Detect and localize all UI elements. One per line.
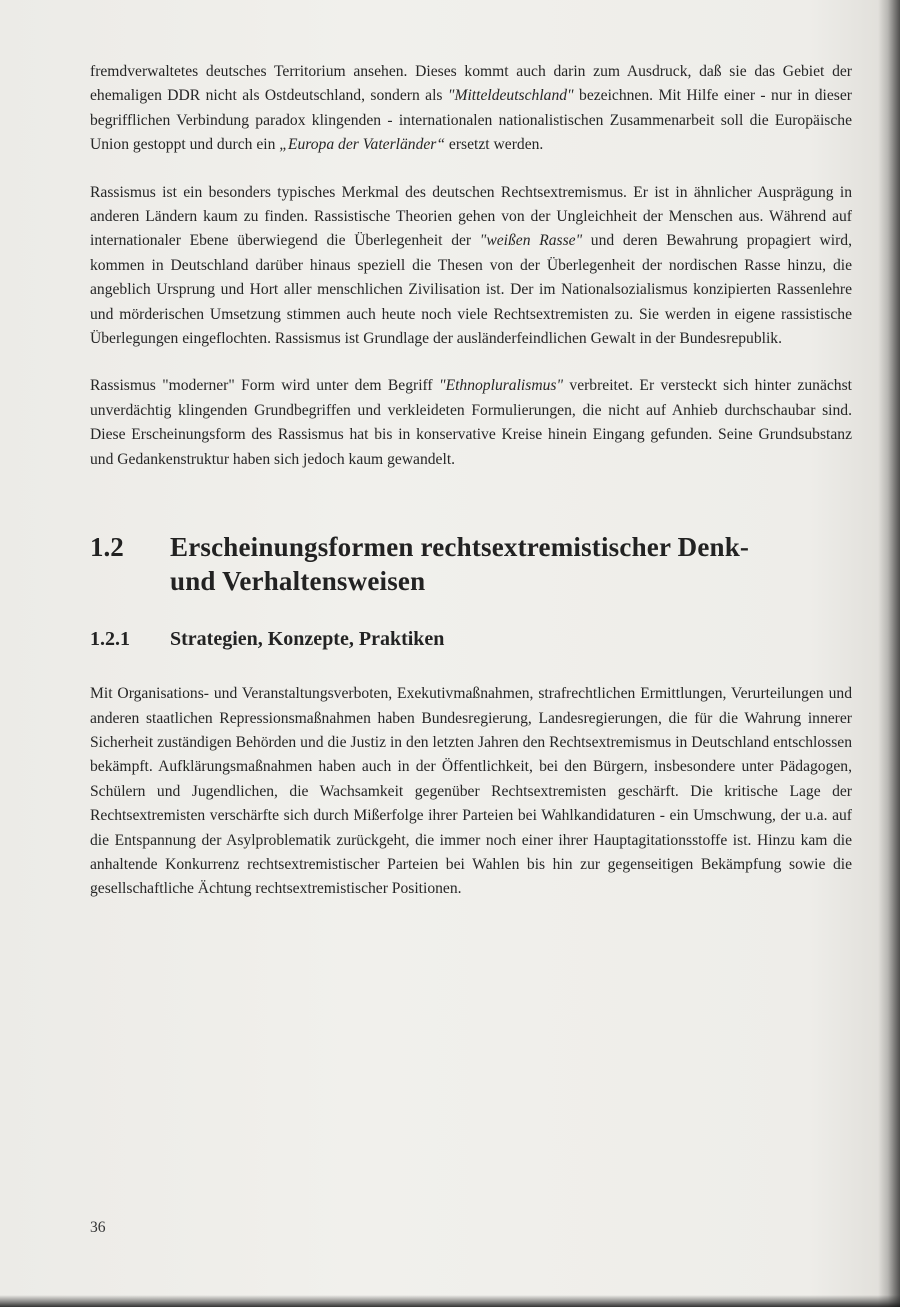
subsection-title: Strategien, Konzepte, Praktiken xyxy=(170,628,445,651)
paragraph-text: verbreitet. Er versteckt sich hinter zunächst unverdächtig klingenden Grundbegriffen und verkleideten Formulierungen, die nicht auf Anhieb durchschaubar sind. Diese Erscheinungsform des Rassismus hat bis in konservative Kreise hinein Eingang gefunden. Seine Grundsubstanz und Gedankenstruktur haben sich jedoch kaum gewandelt. xyxy=(90,377,852,468)
page-content xyxy=(90,60,852,902)
section-title-line-2: und Verhaltensweisen xyxy=(170,566,426,597)
page-edge-shadow xyxy=(878,0,900,1307)
subsection-heading xyxy=(90,626,852,652)
subsection-number: 1.2.1 xyxy=(90,628,130,651)
paragraph-strategien xyxy=(90,682,852,902)
section-number: 1.2 xyxy=(90,532,124,563)
section-heading xyxy=(90,530,852,598)
paragraph-text: bezeichnen. Mit Hilfe einer - nur in dieser begrifflichen Verbindung paradox klingenden - internationalen nationalistischen Zusammenarbeit soll die Europäische Union gestoppt und durch ein xyxy=(90,87,852,154)
paragraph-text: Mit Organisations- und Veranstaltungsverboten, Exekutivmaßnahmen, strafrechtlichen Ermittlungen, Verurteilungen und anderen staatlichen Repressionsmaßnahmen haben Bundesregierung, Landesregierungen, die für die Wahrung innerer Sicherheit zuständigen Behörden und die Justiz in den letzten Jahren den Rechtsextremismus in Deutschland entschlossen bekämpft. Aufklärungsmaßnahmen haben auch in der Öffentlichkeit, bei den Bürgern, insbesondere unter Pädagogen, Schülern und Jugendlichen, die Wachsamkeit gegenüber Rechtsextremisten geschärft. Die kritische Lage der Rechtsextremisten verschärfte sich durch Mißerfolge ihrer Parteien bei Wahlkandidaturen - ein Umschwung, der u.a. auf die Entspannung der Asylproblematik zurückgeht, die immer noch einer ihrer Hauptagitationsstoffe ist. Hinzu kam die anhaltende Konkurrenz rechtsextremistischer Parteien bei Wahlen bis hin zur gegenseitigen Bekämpfung sowie die gesellschaftliche Ächtung rechtsextremistischer Positionen. xyxy=(90,685,852,898)
page-number: 36 xyxy=(90,1219,106,1236)
section-title xyxy=(170,530,852,598)
section-title-line-1: Erscheinungsformen rechtsextremistischer Denk- xyxy=(170,532,750,563)
paragraph-text: Rassismus "moderner" Form wird unter dem Begriff xyxy=(90,377,440,395)
paragraph-text: Rassismus ist ein besonders typisches Merkmal des deutschen Rechtsextremismus. Er ist in ähnlicher Ausprägung in anderen Ländern kaum zu finden. Rassistische Theorien gehen von der Ungleichheit der Menschen aus. Während auf internationaler Ebene überwiegend die Überlegenheit der xyxy=(90,183,852,250)
italic-term: "Ethnopluralismus" xyxy=(439,377,564,395)
paragraph-text: ersetzt werden. xyxy=(445,136,544,154)
paragraph-rassismus xyxy=(90,181,852,352)
italic-term: "weißen Rasse" xyxy=(479,232,583,250)
page-bottom-shadow xyxy=(0,1295,900,1307)
paragraph-vaterlaender xyxy=(90,60,852,158)
italic-term: "Mitteldeutschland" xyxy=(447,87,574,105)
paragraph-ethnopluralismus xyxy=(90,374,852,472)
paragraph-text: und deren Bewahrung propagiert wird, kommen in Deutschland darüber hinaus speziell die Thesen von der Überlegenheit der nordischen Rasse hinzu, die angeblich Ursprung und Hort aller menschlichen Zivilisation ist. Der im Nationalsozialismus konzipierten Rassenlehre und mörderischen Umsetzung stimmen auch heute noch viele Rechtsextremisten zu. Sie werden in eigene rassistische Überlegungen eingeflochten. Rassismus ist Grundlage der ausländerfeindlichen Gewalt in der Bundesrepublik. xyxy=(90,232,852,348)
italic-term: „Europa der Vaterländer“ xyxy=(279,136,446,154)
paragraph-text: fremdverwaltetes deutsches Territorium ansehen. Dieses kommt auch darin zum Ausdruck, daß sie das Gebiet der ehemaligen DDR nicht als Ostdeutschland, sondern als xyxy=(90,63,852,105)
